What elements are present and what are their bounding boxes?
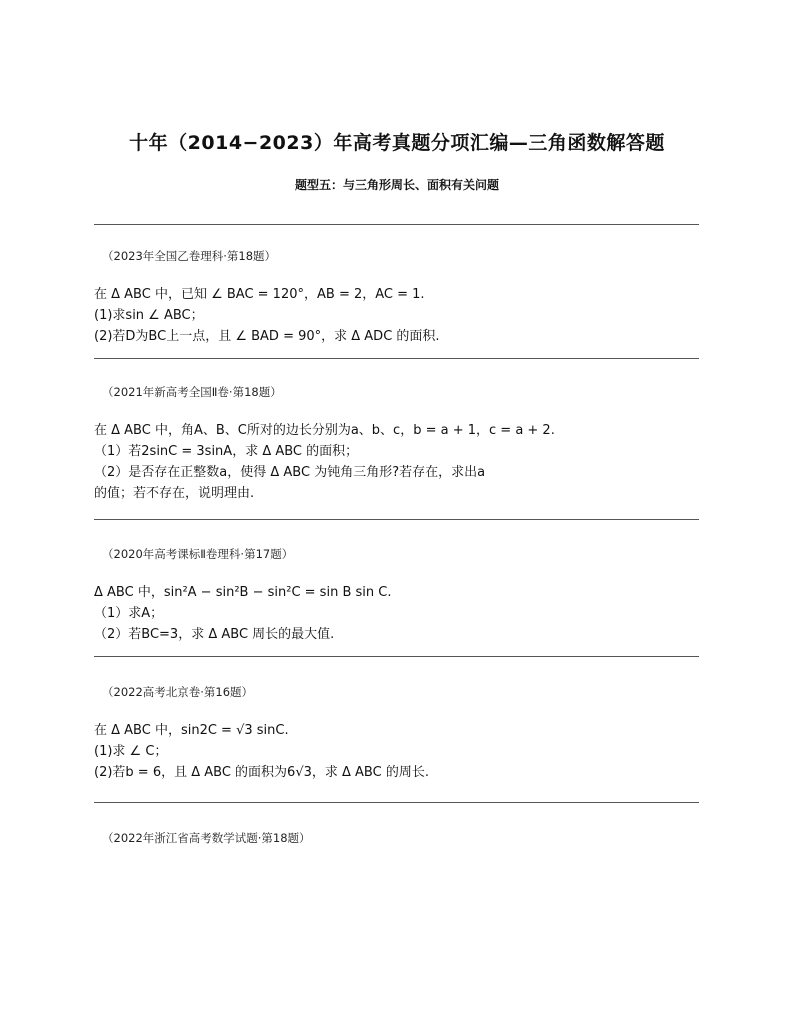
problem-source: （2022高考北京卷·第16题） (102, 685, 254, 699)
problem-source: （2023年全国乙卷理科·第18题） (102, 249, 277, 263)
problem-source: （2021年新高考全国Ⅱ卷·第18题） (102, 385, 282, 399)
problem-5 (94, 830, 704, 866)
divider (94, 358, 699, 359)
problem-line: (1)求 ∠ C； (94, 744, 168, 759)
problem-line: (2)若D为BC上一点，且 ∠ BAD = 90°，求 Δ ADC 的面积. (94, 329, 440, 344)
divider (94, 519, 699, 520)
problem-source: （2020年高考课标Ⅱ卷理科·第17题） (102, 547, 294, 561)
divider (94, 802, 699, 803)
problem-line: （1）求A； (94, 606, 164, 621)
problem-line: (1)求sin ∠ ABC； (94, 308, 204, 323)
problem-3 (94, 546, 704, 645)
problem-line: （2）若BC=3，求 Δ ABC 周长的最大值. (94, 627, 335, 642)
problem-4 (94, 684, 704, 783)
problem-line: （2）是否存在正整数a，使得 Δ ABC 为钝角三角形?若存在，求出a (94, 465, 486, 480)
page-subtitle: 题型五：与三角形周长、面积有关问题 (294, 178, 499, 192)
problem-line: （1）若2sinC = 3sinA，求 Δ ABC 的面积； (94, 444, 359, 459)
problem-line: 在 Δ ABC 中，角A、B、C所对的边长分别为a、b、c，b = a + 1，c = a + 2. (94, 423, 555, 438)
problem-line: (2)若b = 6，且 Δ ABC 的面积为6√3，求 Δ ABC 的周长. (94, 765, 429, 780)
problem-line: 在 Δ ABC 中，已知 ∠ BAC = 120°，AB = 2，AC = 1. (94, 287, 425, 302)
divider (94, 224, 699, 225)
problem-source: （2022年浙江省高考数学试题·第18题） (102, 831, 311, 845)
problem-line: 的值；若不存在，说明理由. (94, 486, 255, 501)
problem-2 (94, 384, 704, 504)
problem-line: 在 Δ ABC 中，sin2C = √3 sinC. (94, 723, 289, 738)
divider (94, 656, 699, 657)
problem-line: Δ ABC 中，sin²A − sin²B − sin²C = sin B sin C. (94, 585, 392, 600)
problem-1 (94, 248, 704, 347)
page-title: 十年（2014−2023）年高考真题分项汇编—三角函数解答题 (129, 132, 665, 154)
